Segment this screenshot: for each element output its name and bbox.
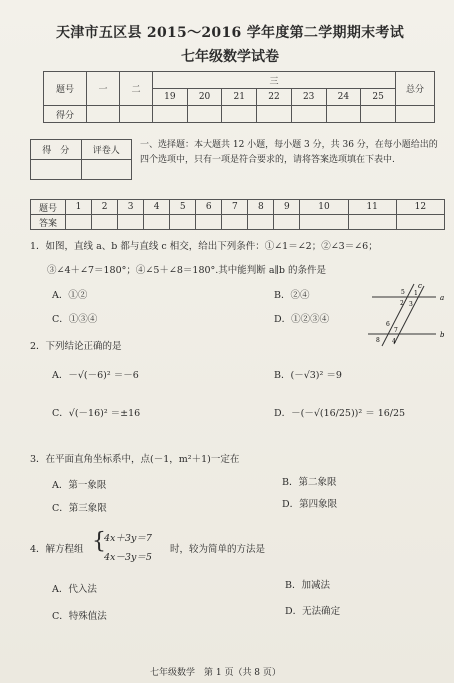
answer-cell[interactable] (92, 215, 118, 230)
grader-score-label: 得 分 (31, 140, 82, 160)
q2-stem: 2．下列结论正确的是 (30, 341, 122, 352)
score-cell[interactable] (222, 106, 257, 123)
answer-table-number: 7 (222, 200, 248, 215)
answer-table-number: 2 (92, 200, 118, 215)
score-table-sub-number: 22 (257, 89, 292, 106)
q1-stem-line2: ③∠4＋∠7＝180°；④∠5＋∠8＝180°.其中能判断 a∥b 的条件是 (47, 265, 326, 276)
q4-option-d[interactable]: D．无法确定 (285, 606, 341, 617)
score-table-section-one: 一 (87, 72, 120, 106)
answer-table-number: 4 (144, 200, 170, 215)
grader-label: 评卷人 (81, 140, 132, 160)
fig-angle-5: 5 (401, 289, 405, 296)
q2-option-c[interactable]: C．√(－16)² ＝±16 (52, 408, 141, 419)
q4-equation-1: 4x＋3y＝7 (104, 533, 152, 544)
score-cell[interactable] (187, 106, 222, 123)
grader-score-cell[interactable] (31, 160, 82, 180)
answer-cell[interactable] (66, 215, 92, 230)
q1-option-c[interactable]: C．①③④ (52, 314, 98, 325)
q4-option-a[interactable]: A．代入法 (52, 584, 97, 595)
answer-table-number: 11 (348, 200, 396, 215)
q2-option-d[interactable]: D．－(－√(16/25))² ＝ 16/25 (274, 408, 406, 419)
answer-cell[interactable] (144, 215, 170, 230)
score-table (43, 71, 435, 123)
score-table-sub-number: 20 (187, 89, 222, 106)
score-table-sub-number: 19 (153, 89, 188, 106)
score-table-sub-number: 21 (222, 89, 257, 106)
answer-table-number: 12 (396, 200, 444, 215)
answer-cell[interactable] (118, 215, 144, 230)
q4-stem-prefix: 4．解方程组 (30, 544, 84, 555)
fig-angle-4: 4 (392, 338, 396, 345)
q2-option-b[interactable]: B．(－√3)² ＝9 (274, 370, 342, 381)
q2-option-a[interactable]: A．－√(－6)² ＝－6 (52, 370, 139, 381)
q4-equation-2: 4x－3y＝5 (104, 552, 152, 563)
score-cell[interactable] (120, 106, 153, 123)
score-table-score-label: 得分 (44, 106, 87, 123)
score-table-sub-number: 25 (361, 89, 396, 106)
q4-system-brace: { (92, 529, 106, 554)
score-table-total: 总分 (396, 72, 435, 106)
fig-label-c: c (418, 282, 422, 290)
q4-stem-suffix: 时，较为简单的方法是 (170, 544, 266, 555)
score-cell[interactable] (291, 106, 326, 123)
answer-cell[interactable] (300, 215, 348, 230)
q1-stem-line1: 1．如图，直线 a、b 都与直线 c 相交，给出下列条件：①∠1＝∠2；②∠3＝∠6； (30, 241, 378, 252)
section-instructions: 一、选择题：本大题共 12 小题，每小题 3 分，共 36 分，在每小题给出的四个选项中，只有一项是符合要求的，请将答案选项填在下表中. (140, 140, 438, 165)
answer-table-number: 6 (196, 200, 222, 215)
answer-table (30, 199, 445, 230)
fig-angle-1: 1 (414, 290, 418, 297)
answer-cell[interactable] (196, 215, 222, 230)
grader-name-cell[interactable] (81, 160, 132, 180)
answer-cell[interactable] (396, 215, 444, 230)
score-table-sub-number: 24 (326, 89, 361, 106)
q3-option-b[interactable]: B．第二象限 (282, 477, 337, 488)
answer-cell[interactable] (222, 215, 248, 230)
score-table-question-label: 题号 (44, 72, 87, 106)
q3-option-a[interactable]: A．第一象限 (52, 480, 107, 491)
answer-cell[interactable] (274, 215, 300, 230)
q1-figure (364, 280, 450, 350)
score-cell[interactable] (396, 106, 435, 123)
fig-label-a: a (440, 294, 445, 302)
score-table-sub-number: 23 (291, 89, 326, 106)
fig-angle-3: 3 (409, 301, 413, 308)
grader-table (30, 139, 132, 180)
q3-stem: 3．在平面直角坐标系中，点(－1，m²＋1)一定在 (30, 454, 240, 465)
page-footer: 七年级数学 第 1 页（共 8 页） (150, 668, 281, 678)
fig-angle-2: 2 (400, 300, 404, 307)
q4-option-c[interactable]: C．特殊值法 (52, 611, 107, 622)
score-table-section-two: 二 (120, 72, 153, 106)
score-cell[interactable] (326, 106, 361, 123)
fig-label-b: b (440, 331, 445, 339)
score-cell[interactable] (153, 106, 188, 123)
q1-option-d[interactable]: D．①②③④ (274, 314, 330, 325)
answer-cell[interactable] (248, 215, 274, 230)
fig-angle-7: 7 (394, 327, 398, 334)
score-table-section-three: 三 (153, 72, 396, 89)
answer-table-number: 1 (66, 200, 92, 215)
q1-option-b[interactable]: B．②④ (274, 290, 310, 301)
answer-table-number: 3 (118, 200, 144, 215)
answer-cell[interactable] (348, 215, 396, 230)
answer-table-number: 9 (274, 200, 300, 215)
q3-option-d[interactable]: D．第四象限 (282, 499, 338, 510)
answer-table-number: 10 (300, 200, 348, 215)
fig-angle-8: 8 (376, 337, 380, 344)
fig-angle-6: 6 (386, 321, 390, 328)
score-cell[interactable] (87, 106, 120, 123)
answer-table-number: 5 (170, 200, 196, 215)
score-cell[interactable] (361, 106, 396, 123)
exam-title: 天津市五区县 2015～2016 学年度第二学期期末考试 (55, 25, 405, 41)
answer-table-number: 8 (248, 200, 274, 215)
answer-cell[interactable] (170, 215, 196, 230)
q3-option-c[interactable]: C．第三象限 (52, 503, 107, 514)
q1-option-a[interactable]: A．①② (52, 290, 88, 301)
exam-subtitle: 七年级数学试卷 (181, 49, 279, 65)
answer-table-answer-label: 答案 (31, 215, 66, 230)
score-cell[interactable] (257, 106, 292, 123)
q4-option-b[interactable]: B．加减法 (285, 580, 330, 591)
answer-table-number-label: 题号 (31, 200, 66, 215)
